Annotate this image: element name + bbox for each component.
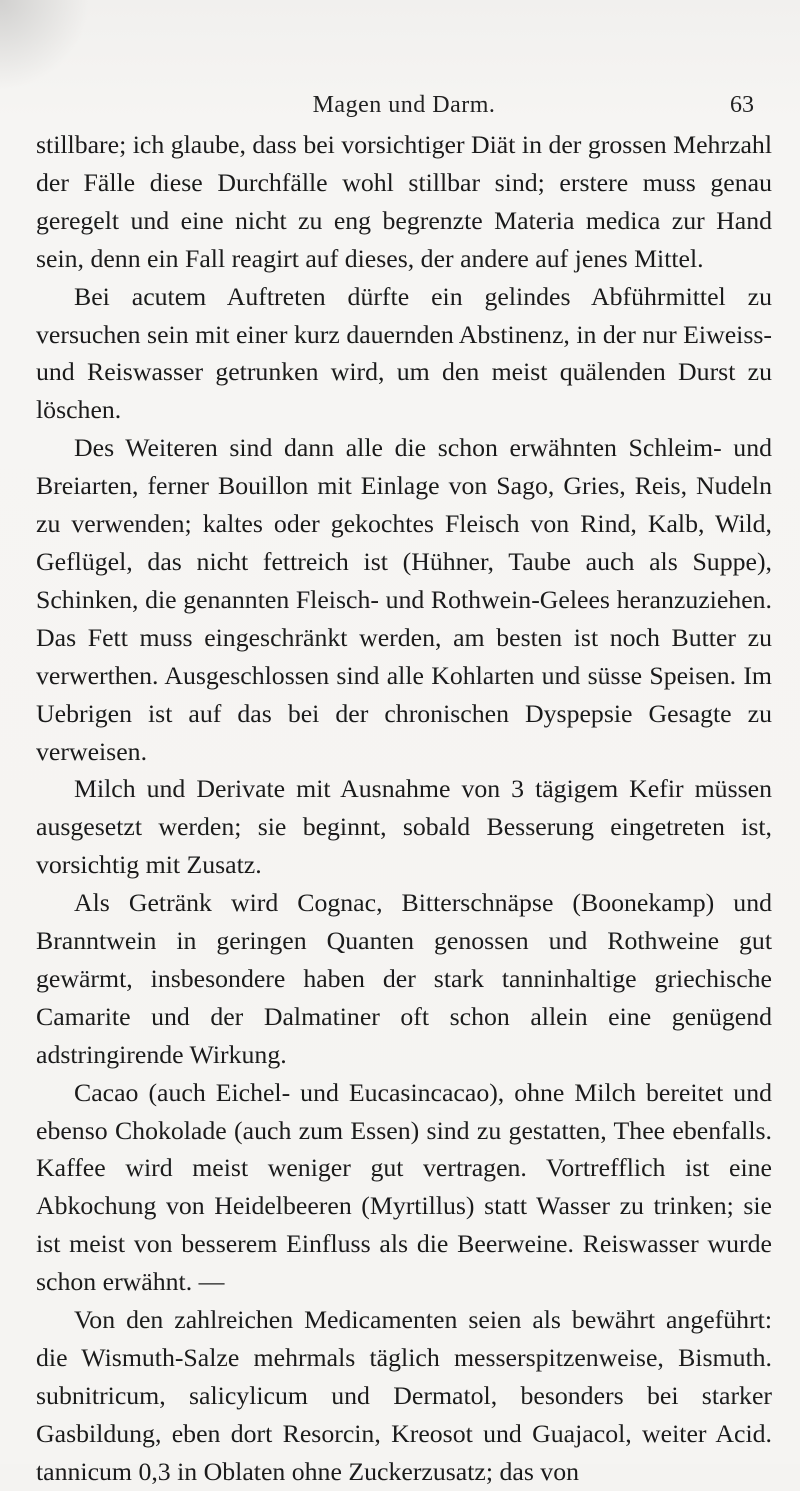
paragraph-diet: Des Weiteren sind dann alle die schon erwähnten Schleim- und Breiarten, ferner Bouillon mit Einlage von Sago, Gries, Reis, Nudeln zu verwenden; kaltes oder gekochtes Fleisch von Rind, Kalb, Wild, Geflügel, das nicht fettreich ist (Hühner, Taube auch als Suppe), Schinken, die genannten Fleisch- und Rothwein-Gelees heranzuziehen. Das Fett muss eingeschränkt werden, am besten ist noch Butter zu verwerthen. Ausgeschlossen sind alle Kohlarten und süsse Speisen. Im Uebrigen ist auf das bei der chronischen Dyspepsie Gesagte zu verweisen.: [36, 433, 772, 766]
body-text: [36, 126, 772, 1491]
paragraph-cacao: Cacao (auch Eichel- und Eucasincacao), ohne Milch bereitet und ebenso Chokolade (auch zum Essen) sind zu gestatten, Thee ebenfalls. Kaffee wird meist weniger gut vertragen. Vortrefflich ist eine Abkochung von Heidelbeeren (Myrtillus) statt Wasser zu trinken; sie ist meist von besserem Einfluss als die Beerweine. Reiswasser wurde schon erwähnt. —: [36, 1077, 772, 1297]
paragraph-acute-onset: Bei acutem Auftreten dürfte ein gelindes Abführmittel zu versuchen sein mit einer kurz dauernden Abstinenz, in der nur Eiweiss- und Reiswasser getrunken wird, um den meist quälenden Durst zu löschen.: [36, 281, 772, 425]
running-head: [36, 0, 772, 118]
paragraph-continuation: stillbare; ich glaube, dass bei vorsichtiger Diät in der grossen Mehrzahl der Fälle diese Durchfälle wohl stillbar sind; erstere muss genau geregelt und eine nicht zu eng begrenzte Materia medica zur Hand sein, denn ein Fall reagirt auf dieses, der andere auf jenes Mittel.: [36, 130, 772, 273]
paragraph-milk: Milch und Derivate mit Ausnahme von 3 tägigem Kefir müssen ausgesetzt werden; sie beginnt, sobald Besserung eingetreten ist, vorsichtig mit Zusatz.: [36, 774, 772, 880]
paragraph-medications: Von den zahlreichen Medicamenten seien als bewährt angeführt: die Wismuth-Salze mehrmals täglich messerspitzenweise, Bismuth. subnitricum, salicylicum und Dermatol, besonders bei starker Gasbildung, eben dort Resorcin, Kreosot und Guajacol, weiter Acid. tannicum 0,3 in Oblaten ohne Zuckerzusatz; das von: [36, 1305, 772, 1486]
paragraph-drinks: Als Getränk wird Cognac, Bitterschnäpse (Boonekamp) und Branntwein in geringen Quanten genossen und Rothweine gut gewärmt, insbesondere haben der stark tanninhaltige griechische Camarite und der Dalmatiner oft schon allein eine genügend adstringirende Wirkung.: [36, 888, 772, 1069]
running-title: Magen und Darm.: [312, 92, 496, 118]
page-number: 63: [730, 92, 754, 118]
